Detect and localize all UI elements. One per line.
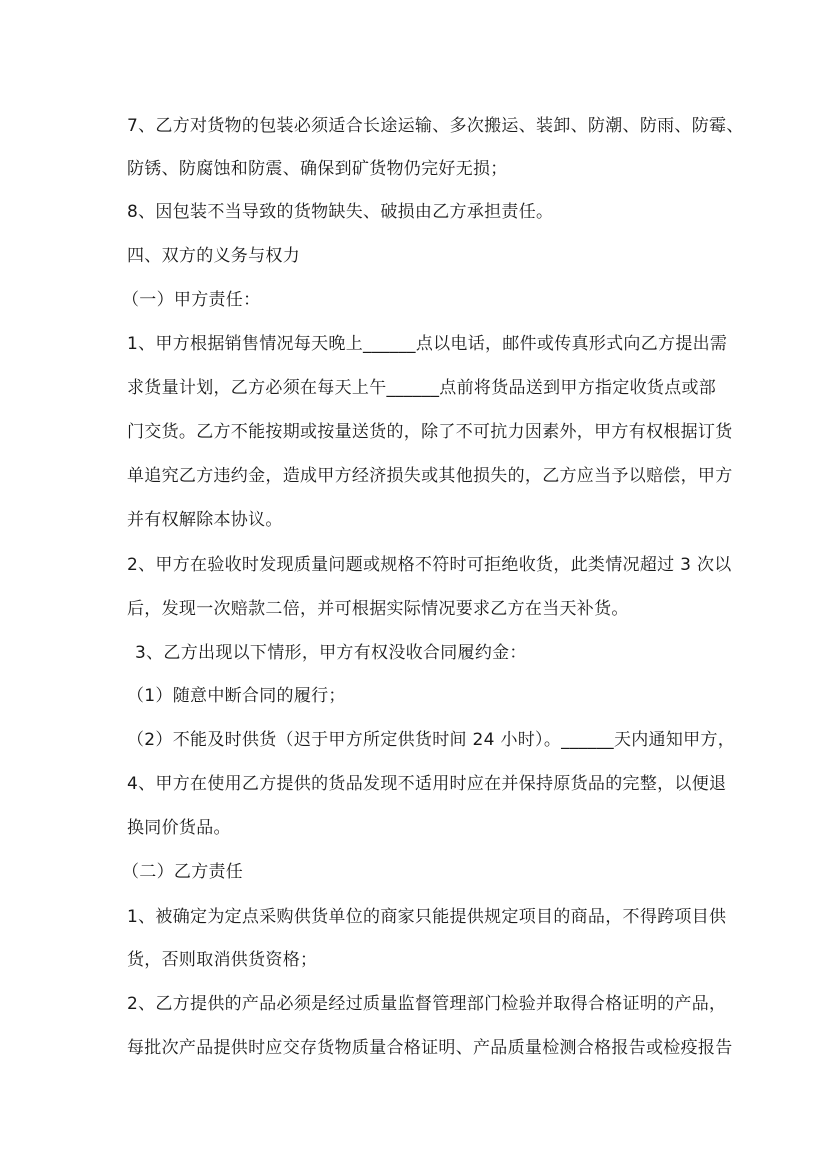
paragraph-line: 2、乙方提供的产品必须是经过质量监督管理部门检验并取得合格证明的产品， bbox=[127, 994, 727, 1014]
paragraph-line: 每批次产品提供时应交存货物质量合格证明、产品质量检测合格报告或检疫报告 bbox=[127, 1038, 733, 1058]
paragraph-line: 门交货。乙方不能按期或按量送货的，除了不可抗力因素外，甲方有权根据订货 bbox=[127, 422, 733, 442]
paragraph-line: 3、乙方出现以下情形，甲方有权没收合同履约金： bbox=[135, 643, 527, 663]
paragraph-line: 货，否则取消供货资格； bbox=[127, 950, 318, 970]
paragraph-line: 8、因包装不当导致的货物缺失、破损由乙方承担责任。 bbox=[127, 202, 554, 222]
paragraph-line: 7、乙方对货物的包装必须适合长途运输、多次搬运、装卸、防潮、防雨、防霉、 bbox=[127, 116, 744, 136]
list-item: （1）随意中断合同的履行； bbox=[127, 686, 346, 706]
subsection-heading: （一）甲方责任： bbox=[122, 290, 261, 310]
section-heading: 四、双方的义务与权力 bbox=[127, 246, 300, 266]
paragraph-line: 求货量计划，乙方必须在每天上午______点前将货品送到甲方指定收货点或部 bbox=[127, 378, 717, 398]
paragraph-line: 换同价货品。 bbox=[127, 818, 231, 838]
paragraph-line: 2、甲方在验收时发现质量问题或规格不符时可拒绝收货，此类情况超过 3 次以 bbox=[127, 555, 732, 575]
paragraph-line: 1、被确定为定点采购供货单位的商家只能提供规定项目的商品，不得跨项目供 bbox=[127, 907, 727, 927]
paragraph-line: 4、甲方在使用乙方提供的货品发现不适用时应在并保持原货品的完整，以便退 bbox=[127, 774, 727, 794]
paragraph-line: 1、甲方根据销售情况每天晚上______点以电话，邮件或传真形式向乙方提出需 bbox=[127, 334, 728, 354]
subsection-heading: （二）乙方责任 bbox=[122, 862, 244, 882]
list-item: （2）不能及时供货（迟于甲方所定供货时间 24 小时）。______天内通知甲方， bbox=[127, 730, 736, 750]
paragraph-line: 单追究乙方违约金，造成甲方经济损失或其他损失的，乙方应当予以赔偿，甲方 bbox=[127, 466, 733, 486]
paragraph-line: 并有权解除本协议。 bbox=[127, 510, 283, 530]
paragraph-line: 后，发现一次赔款二倍，并可根据实际情况要求乙方在当天补货。 bbox=[127, 599, 629, 619]
paragraph-line: 防锈、防腐蚀和防震、确保到矿货物仍完好无损； bbox=[127, 159, 508, 179]
